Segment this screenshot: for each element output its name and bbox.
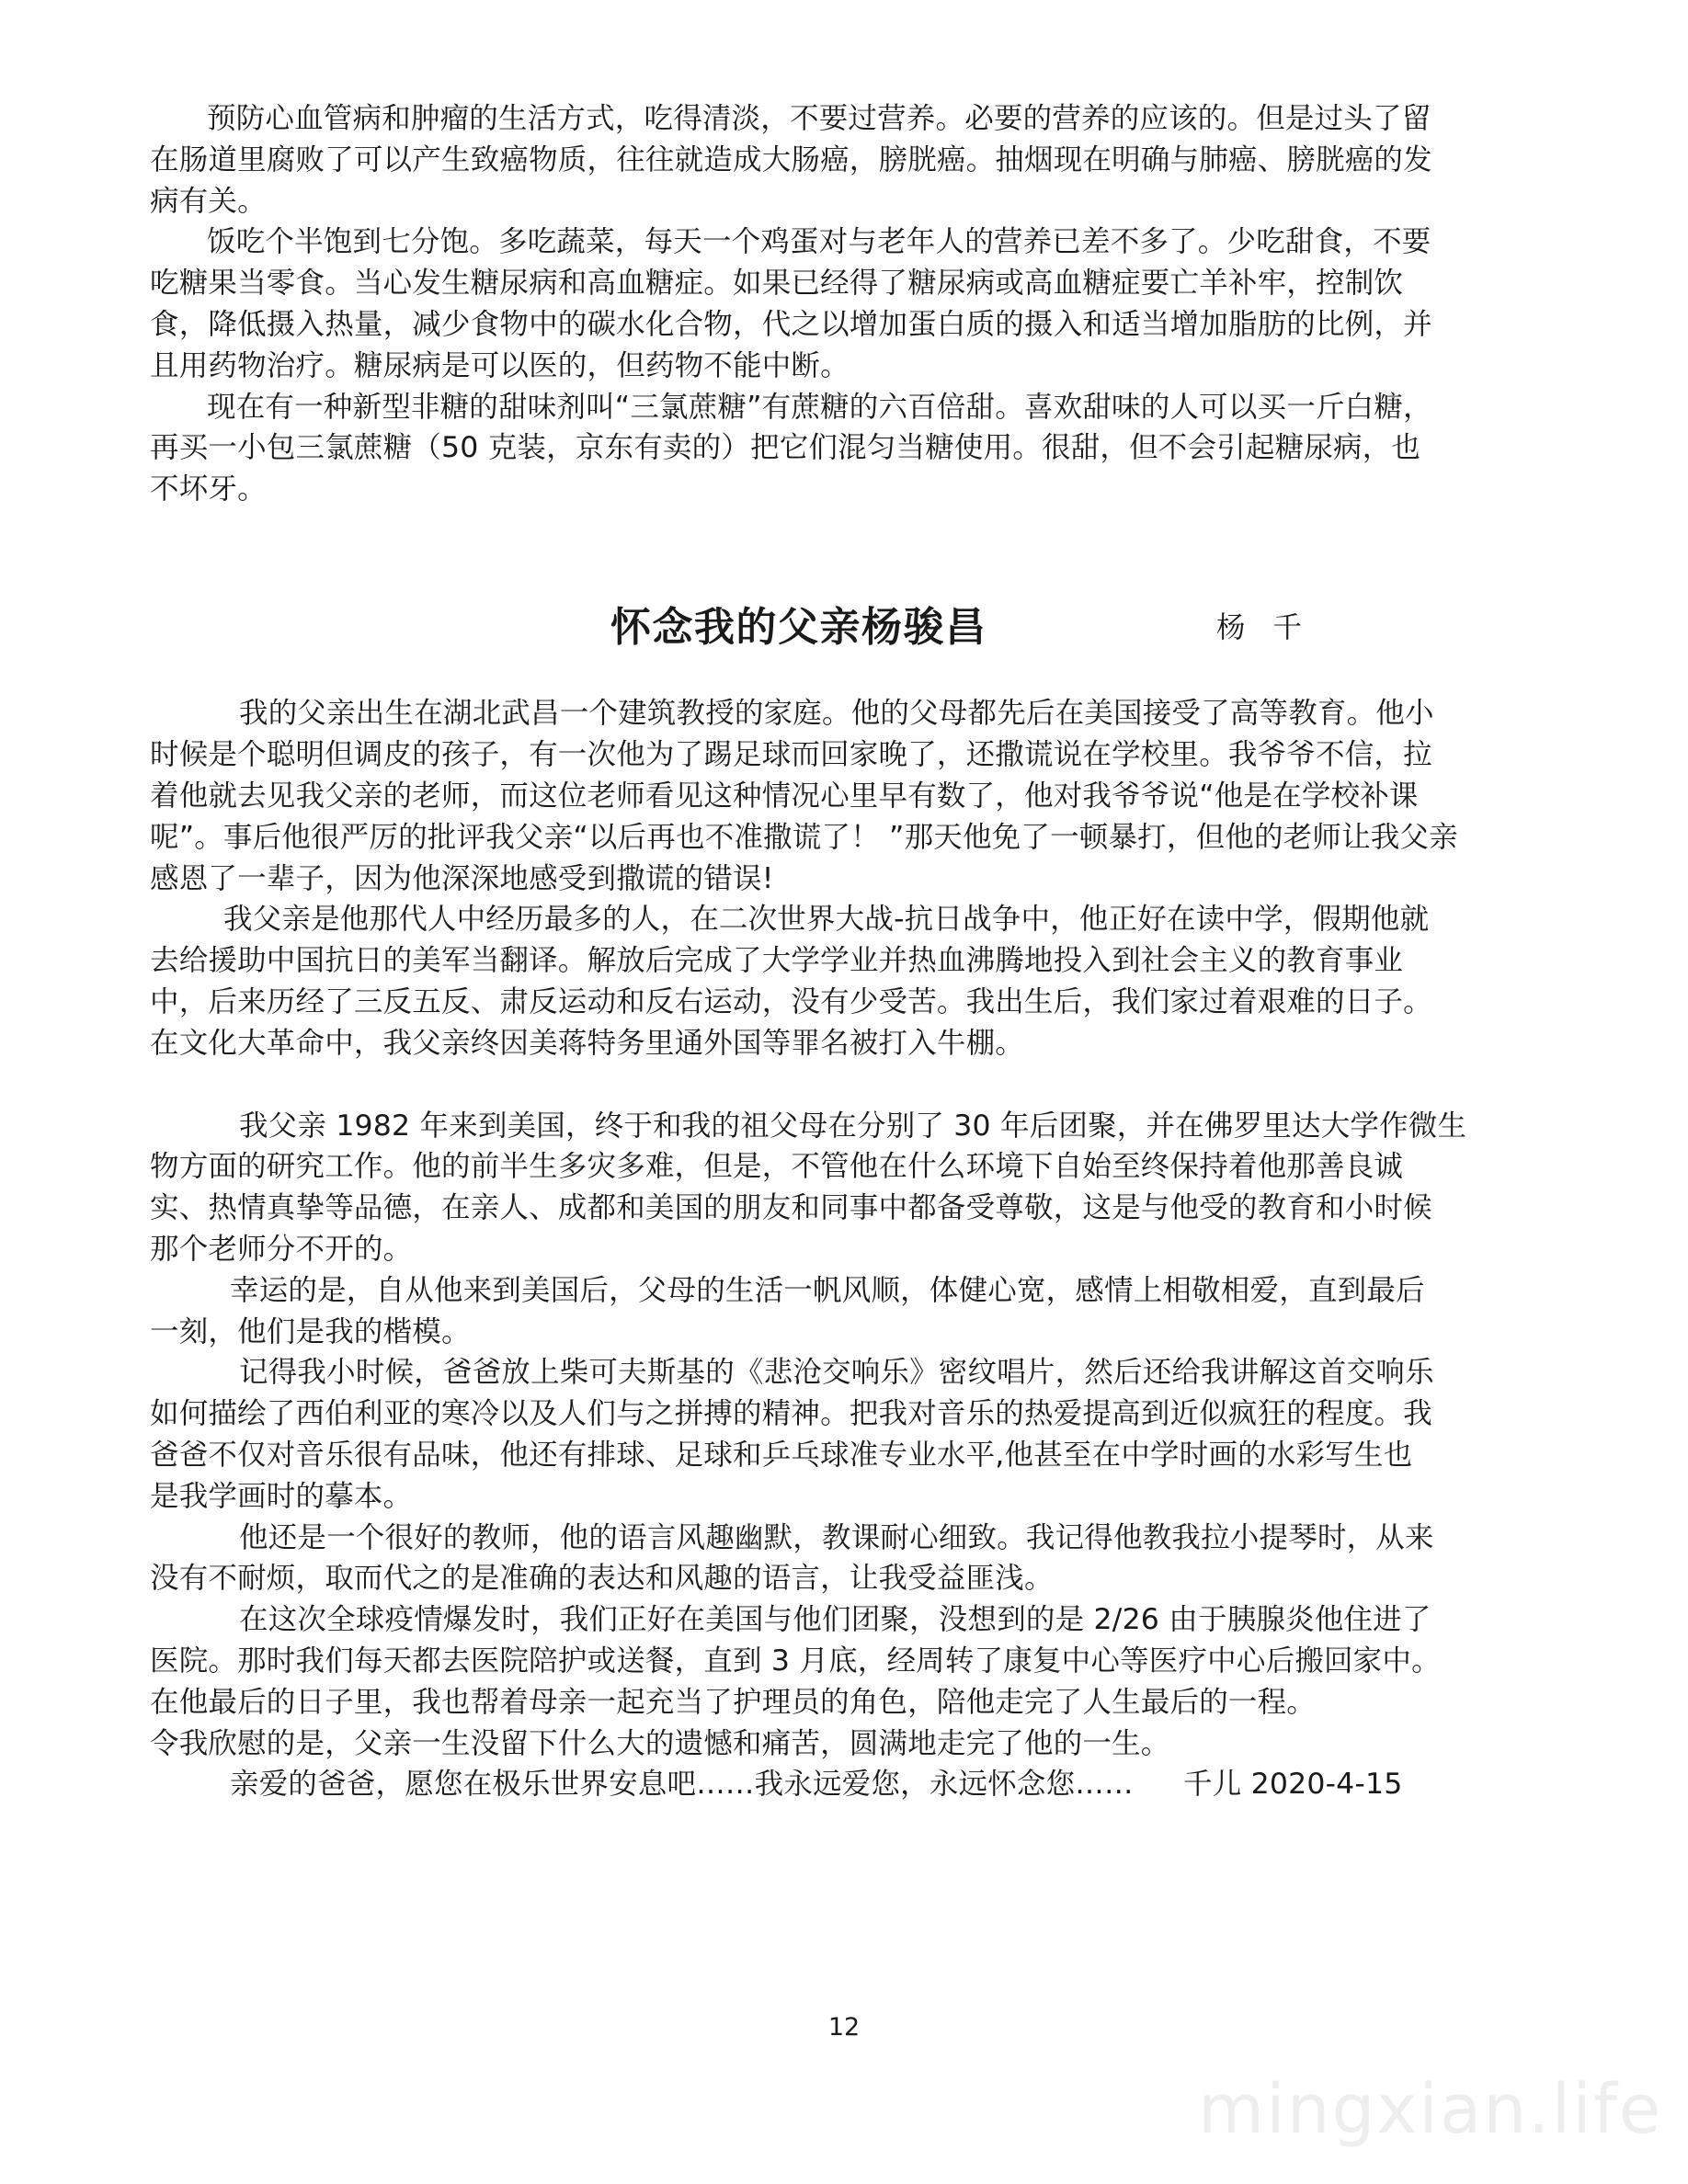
signature-date: 千儿 2020-4-15: [1183, 1768, 1403, 1801]
text-line: 吃糖果当零食。当心发生糖尿病和高血糖症。如果已经得了糖尿病或高血糖症要亡羊补牢，控制饮: [150, 267, 1404, 300]
text-line: 是我学画时的摹本。: [150, 1480, 413, 1513]
text-line: 那个老师分不开的。: [150, 1233, 413, 1266]
text-line: 不坏牙。: [150, 472, 267, 506]
text-line: 着他就去见我父亲的老师，而这位老师看见这种情况心里早有数了，他对我爷爷说“他是在学校补课: [150, 779, 1419, 813]
text-line: 实、热情真挚等品德，在亲人、成都和美国的朋友和同事中都备受尊敬，这是与他受的教育和小时候: [150, 1191, 1432, 1224]
text-line: 医院。那时我们每天都去医院陪护或送餐，直到 3 月底，经周转了康复中心等医疗中心后搬回家中。: [150, 1644, 1441, 1678]
text-line: 时候是个聪明但调皮的孩子，有一次他为了踢足球而回家晚了，还撒谎说在学校里。我爷爷不信，拉: [150, 738, 1432, 771]
text-line: 幸运的是，自从他来到美国后，父母的生活一帆风顺，体健心宽，感情上相敬相爱，直到最后: [230, 1274, 1425, 1307]
text-line: 在肠道里腐败了可以产生致癌物质，往往就造成大肠癌，膀胱癌。抽烟现在明确与肺癌、膀胱癌的发: [150, 143, 1432, 176]
text-line: 没有不耐烦，取而代之的是准确的表达和风趣的语言，让我受益匪浅。: [150, 1562, 1054, 1595]
text-line: 我父亲是他那代人中经历最多的人，在二次世界大战-抗日战争中，他正好在读中学，假期他就: [223, 903, 1430, 936]
text-line: 去给援助中国抗日的美军当翻译。解放后完成了大学学业并热血沸腾地投入到社会主义的教育事业: [150, 944, 1404, 977]
text-line: 我父亲 1982 年来到美国，终于和我的祖父母在分别了 30 年后团聚，并在佛罗里达大学作微生: [239, 1109, 1467, 1143]
text-line: 预防心血管病和肿瘤的生活方式，吃得清淡，不要过营养。必要的营养的应该的。但是过头了留: [207, 102, 1431, 135]
text-line: 如何描绘了西伯利亚的寒冷以及人们与之拼搏的精神。把我对音乐的热爱提高到近似疯狂的程度。我: [150, 1397, 1432, 1430]
text-line: 令我欣慰的是，父亲一生没留下什么大的遗憾和痛苦，圆满地走完了他的一生。: [150, 1727, 1170, 1760]
text-line: 在这次全球疫情爆发时，我们正好在美国与他们团聚，没想到的是 2/26 由于胰腺炎他住进了: [239, 1603, 1431, 1636]
text-line: 他还是一个很好的教师，他的语言风趣幽默，教课耐心细致。我记得他教我拉小提琴时，从来: [239, 1521, 1434, 1554]
text-line: 病有关。: [150, 185, 267, 218]
text-line: 在他最后的日子里，我也帮着母亲一起充当了护理员的角色，陪他走完了人生最后的一程。: [150, 1686, 1317, 1719]
text-line: 爸爸不仅对音乐很有品味，他还有排球、足球和乒乓球准专业水平,他甚至在中学时画的水彩写生也: [150, 1439, 1413, 1472]
text-line: 食，降低摄入热量，减少食物中的碳水化合物，代之以增加蛋白质的摄入和适当增加脂肪的比例，并: [150, 308, 1432, 341]
text-line: 一刻，他们是我的楷模。: [150, 1315, 471, 1348]
text-line: 我的父亲出生在湖北武昌一个建筑教授的家庭。他的父母都先后在美国接受了高等教育。他小: [239, 697, 1434, 730]
text-line: 感恩了一辈子，因为他深深地感受到撒谎的错误!: [150, 862, 774, 895]
text-line: 在文化大革命中，我父亲终因美蒋特务里通外国等罪名被打入牛棚。: [150, 1027, 1025, 1060]
text-line: 物方面的研究工作。他的前半生多灾多难，但是，不管他在什么环境下自始至终保持着他那善良诚: [150, 1150, 1404, 1183]
text-line: 再买一小包三氯蔗糖（50 克装，京东有卖的）把它们混匀当糖使用。很甜，但不会引起糖尿病，也: [150, 431, 1421, 464]
site-watermark: mingxian.life: [1198, 2070, 1663, 2149]
text-line: 呢”。事后他很严厉的批评我父亲“以后再也不准撒谎了！ ”那天他免了一顿暴打，但他的老师让我父亲: [150, 821, 1458, 854]
text-line: 记得我小时候，爸爸放上柴可夫斯基的《悲沧交响乐》密纹唱片，然后还给我讲解这首交响乐: [239, 1356, 1434, 1389]
text-line: 中，后来历经了三反五反、肃反运动和反右运动，没有少受苦。我出生后，我们家过着艰难的日子。: [150, 985, 1432, 1018]
article-author: 杨 千: [1216, 611, 1312, 644]
text-line: 亲爱的爸爸，愿您在极乐世界安息吧……我永远爱您，永远怀念您……: [230, 1768, 1134, 1801]
page-number: 12: [827, 2013, 861, 2042]
text-line: 且用药物治疗。糖尿病是可以医的，但药物不能中断。: [150, 349, 850, 382]
article-title: 怀念我的父亲杨骏昌: [610, 604, 987, 651]
text-line: 现在有一种新型非糖的甜味剂叫“三氯蔗糖”有蔗糖的六百倍甜。喜欢甜味的人可以买一斤白糖，: [207, 391, 1432, 424]
text-line: 饭吃个半饱到七分饱。多吃蔬菜，每天一个鸡蛋对与老年人的营养已差不多了。少吃甜食，不要: [207, 225, 1431, 258]
